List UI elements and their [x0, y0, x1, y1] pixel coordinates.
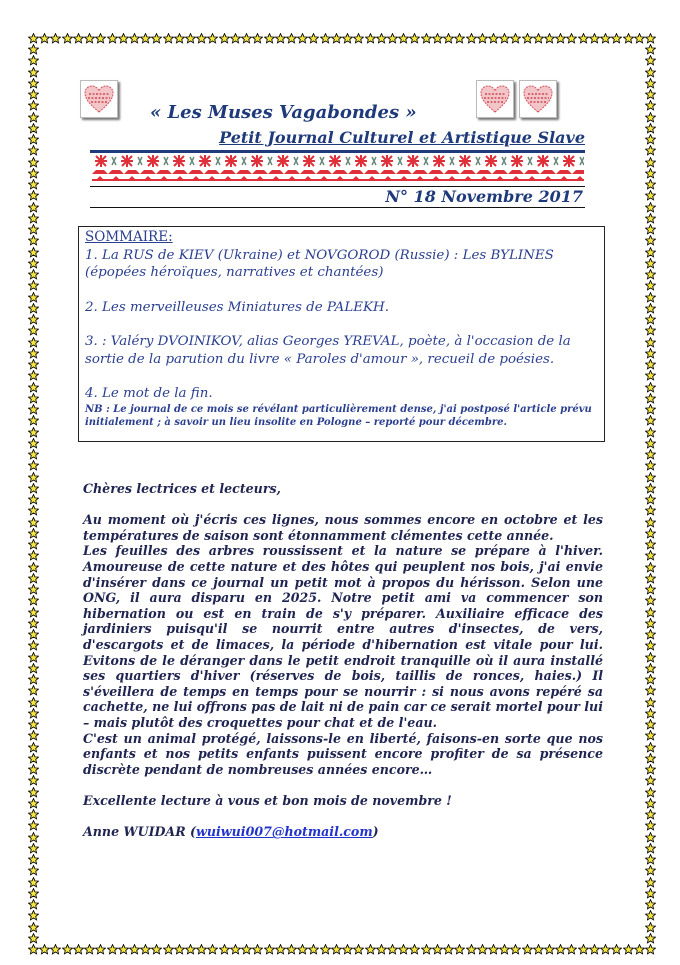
star-icon [62, 940, 73, 951]
star-icon [28, 254, 39, 265]
star-icon [645, 423, 656, 434]
star-icon [645, 141, 656, 152]
summary-note: NB : Le journal de ce mois se révélant particulièrement dense, j'ai postposé l'article prévu initialement ; à savoir un lieu insolite en Pologne – reporté pour décembre. [85, 403, 592, 428]
issue-number: N° 18 Novembre 2017 [385, 187, 583, 206]
star-icon [645, 873, 656, 884]
star-icon [376, 29, 387, 40]
star-icon [645, 299, 656, 310]
star-icon [28, 603, 39, 614]
star-icon [28, 119, 39, 130]
star-icon [28, 591, 39, 602]
star-icon [28, 130, 39, 141]
star-icon [28, 681, 39, 692]
star-icon [645, 51, 656, 62]
star-icon [28, 906, 39, 917]
star-icon [28, 704, 39, 715]
star-icon [50, 29, 61, 40]
star-icon [62, 29, 73, 40]
star-icon [432, 940, 443, 951]
star-icon [645, 501, 656, 512]
star-icon [331, 940, 342, 951]
paragraph: Au moment où j'écris ces lignes, nous sommes encore en octobre et les températures de saison sont étonnamment clémentes cette année. [83, 512, 603, 543]
star-icon [645, 355, 656, 366]
slavic-embroidery-band [92, 154, 584, 182]
star-icon [645, 884, 656, 895]
star-icon [645, 333, 656, 344]
summary-item: 1. La RUS de KIEV (Ukraine) et NOVGOROD (Russie) : Les BYLINES (épopées héroïques, narratives et chantées) [85, 247, 554, 280]
star-icon [286, 940, 297, 951]
journal-subtitle: Petit Journal Culturel et Artistique Slave [219, 128, 585, 147]
closing: Excellente lecture à vous et bon mois de novembre ! [83, 792, 452, 808]
star-icon [28, 220, 39, 231]
star-icon [645, 321, 656, 332]
star-icon [28, 288, 39, 299]
star-icon [39, 940, 50, 951]
star-icon [28, 749, 39, 760]
star-icon [645, 636, 656, 647]
star-icon [28, 771, 39, 782]
star-icon [163, 940, 174, 951]
star-icon [510, 29, 521, 40]
star-icon [645, 659, 656, 670]
star-icon [219, 29, 230, 40]
star-icon [578, 29, 589, 40]
star-icon [28, 108, 39, 119]
star-icon [140, 940, 151, 951]
paragraph: C'est un animal protégé, laissons-le en liberté, faisons-en sorte que nos enfants et nos petits enfants puissent encore profiter de sa présence discrète pendant de nombreuses années encore… [83, 730, 603, 777]
star-icon [443, 29, 454, 40]
star-icon [466, 29, 477, 40]
email-link[interactable]: wuiwui007@hotmail.com [196, 824, 373, 840]
star-icon [129, 29, 140, 40]
star-icon [645, 535, 656, 546]
star-icon [196, 29, 207, 40]
star-icon [28, 614, 39, 625]
star-icon [645, 861, 656, 872]
star-icon [645, 243, 656, 254]
star-icon [645, 29, 656, 40]
star-icon [95, 940, 106, 951]
star-icon [645, 918, 656, 929]
star-icon [454, 29, 465, 40]
star-icon [611, 29, 622, 40]
greeting: Chères lectrices et lecteurs, [83, 481, 281, 496]
star-icon [645, 400, 656, 411]
star-icon [634, 940, 645, 951]
star-icon [645, 85, 656, 96]
star-icon [28, 479, 39, 490]
star-icon [544, 29, 555, 40]
star-icon [28, 40, 39, 51]
star-icon [28, 783, 39, 794]
star-icon [84, 29, 95, 40]
star-icon [645, 929, 656, 940]
star-icon [645, 366, 656, 377]
star-icon [466, 940, 477, 951]
star-icon [634, 29, 645, 40]
star-icon [28, 895, 39, 906]
editorial-letter [83, 481, 603, 840]
star-icon [28, 355, 39, 366]
summary-item: 4. Le mot de la fin. [85, 386, 213, 401]
star-icon [645, 74, 656, 85]
star-icon [600, 940, 611, 951]
star-icon [645, 850, 656, 861]
star-icon [645, 119, 656, 130]
star-icon [645, 715, 656, 726]
star-icon [499, 940, 510, 951]
star-icon [28, 299, 39, 310]
star-icon [522, 940, 533, 951]
star-icon [589, 29, 600, 40]
star-icon [28, 321, 39, 332]
star-icon [376, 940, 387, 951]
star-icon [241, 29, 252, 40]
star-icon [28, 648, 39, 659]
star-icon [28, 816, 39, 827]
summary-box [78, 226, 605, 442]
star-icon [28, 96, 39, 107]
heart-ornament-right-2 [519, 80, 557, 118]
star-icon [522, 29, 533, 40]
star-icon [185, 940, 196, 951]
star-icon [28, 141, 39, 152]
star-icon [28, 243, 39, 254]
star-icon [28, 861, 39, 872]
star-icon [28, 839, 39, 850]
star-icon [28, 423, 39, 434]
star-icon [645, 580, 656, 591]
star-icon [275, 940, 286, 951]
star-icon [645, 209, 656, 220]
summary-item: 3. : Valéry DVOINIKOV, alias Georges YREVAL, poète, à l'occasion de la sortie de la parution du livre « Paroles d'amour », recueil de poésies. [85, 334, 571, 367]
star-icon [275, 29, 286, 40]
star-icon [443, 940, 454, 951]
star-icon [387, 29, 398, 40]
star-icon [39, 29, 50, 40]
star-icon [28, 445, 39, 456]
star-icon [174, 29, 185, 40]
signature-name: Anne WUIDAR ( [83, 824, 196, 840]
heart-ornament-left [80, 80, 118, 118]
star-icon [645, 704, 656, 715]
star-icon [28, 873, 39, 884]
divider [90, 150, 585, 153]
star-icon [252, 29, 263, 40]
star-icon [421, 29, 432, 40]
star-icon [28, 265, 39, 276]
star-icon [454, 940, 465, 951]
star-icon [28, 760, 39, 771]
star-icon [645, 681, 656, 692]
star-icon [477, 29, 488, 40]
star-icon [342, 29, 353, 40]
journal-title: « Les Muses Vagabondes » [150, 102, 417, 123]
star-icon [555, 29, 566, 40]
star-icon [297, 29, 308, 40]
star-icon [50, 940, 61, 951]
star-icon [555, 940, 566, 951]
star-icon [645, 805, 656, 816]
star-icon [510, 940, 521, 951]
star-icon [28, 85, 39, 96]
star-icon [28, 74, 39, 85]
star-icon [107, 940, 118, 951]
star-icon [28, 659, 39, 670]
star-icon [28, 434, 39, 445]
star-icon [566, 940, 577, 951]
star-icon [28, 231, 39, 242]
star-icon [174, 940, 185, 951]
star-icon [28, 164, 39, 175]
star-icon [645, 231, 656, 242]
star-icon [387, 940, 398, 951]
star-icon [28, 198, 39, 209]
star-icon [421, 940, 432, 951]
paragraph: Les feuilles des arbres roussissent et la nature se prépare à l'hiver. Amoureuse de cette nature et des hôtes qui peuplent nos bois, j'ai envie d'insérer dans ce journal un petit mot à propos du hérisson. Selon une ONG, il aura disparu en 2025. Notre petit ami va commencer son hibernation ou est en train de s'y préparer. Auxiliaire efficace des jardiniers puisqu'il se nourrit entre autres d'insectes, de vers, d'escargots et de limaces, la période d'hibernation est vitale pour lui. Evitons de le déranger dans le petit endroit tranquille où il aura installé ses quartiers d'hiver (réserves de bois, taillis de ronces, haies.) Il s'éveillera de temps en temps pour se nourrir : si nous avons repéré sa cachette, ne lui offrons pas de lait ni de pain car ce serait mortel pour lui – mais plutôt des croquettes pour chat et de l'eau. [83, 543, 603, 730]
star-icon [28, 153, 39, 164]
star-icon [140, 29, 151, 40]
star-icon [28, 513, 39, 524]
star-icon [645, 434, 656, 445]
star-icon [28, 670, 39, 681]
star-icon [28, 29, 39, 40]
star-icon [645, 108, 656, 119]
star-icon [645, 198, 656, 209]
star-icon [28, 51, 39, 62]
star-icon [28, 411, 39, 422]
star-icon [645, 513, 656, 524]
star-icon [645, 40, 656, 51]
star-icon [28, 546, 39, 557]
star-icon [28, 63, 39, 74]
star-icon [151, 29, 162, 40]
star-icon [645, 63, 656, 74]
star-icon [645, 130, 656, 141]
star-icon [645, 760, 656, 771]
star-icon [28, 186, 39, 197]
star-icon [488, 940, 499, 951]
star-icon [28, 738, 39, 749]
star-icon [477, 940, 488, 951]
star-icon [645, 468, 656, 479]
star-icon [28, 850, 39, 861]
star-icon [645, 411, 656, 422]
star-icon [28, 569, 39, 580]
star-icon [196, 940, 207, 951]
star-icon [163, 29, 174, 40]
star-icon [28, 805, 39, 816]
star-icon [645, 569, 656, 580]
star-icon [353, 29, 364, 40]
star-icon [286, 29, 297, 40]
star-icon [645, 771, 656, 782]
star-icon [645, 648, 656, 659]
star-icon [28, 209, 39, 220]
star-icon [28, 693, 39, 704]
star-icon [207, 940, 218, 951]
star-icon [499, 29, 510, 40]
star-icon [230, 940, 241, 951]
star-icon [185, 29, 196, 40]
star-icon [28, 715, 39, 726]
star-icon [28, 389, 39, 400]
heart-ornament-right-1 [476, 80, 514, 118]
star-icon [645, 175, 656, 186]
star-icon [645, 220, 656, 231]
star-icon [28, 400, 39, 411]
star-icon [645, 591, 656, 602]
star-icon [432, 29, 443, 40]
star-icon [645, 456, 656, 467]
star-icon [589, 940, 600, 951]
star-icon [151, 940, 162, 951]
star-icon [645, 265, 656, 276]
star-icon [488, 29, 499, 40]
heart-icon [523, 85, 553, 113]
signature-paren: ) [372, 824, 379, 840]
signature [83, 824, 603, 840]
star-icon [409, 29, 420, 40]
star-icon [645, 693, 656, 704]
star-icon [28, 726, 39, 737]
star-icon [28, 490, 39, 501]
star-icon [611, 940, 622, 951]
star-icon [645, 670, 656, 681]
star-icon [28, 535, 39, 546]
star-icon [623, 29, 634, 40]
star-icon [566, 29, 577, 40]
star-icon [645, 524, 656, 535]
star-icon [320, 29, 331, 40]
star-icon [645, 445, 656, 456]
star-icon [645, 186, 656, 197]
star-icon [645, 783, 656, 794]
star-icon [28, 884, 39, 895]
star-icon [600, 29, 611, 40]
star-icon [645, 738, 656, 749]
star-icon [264, 940, 275, 951]
star-icon [107, 29, 118, 40]
star-icon [645, 479, 656, 490]
star-icon [645, 794, 656, 805]
star-icon [645, 603, 656, 614]
star-icon [645, 96, 656, 107]
star-icon [365, 29, 376, 40]
star-icon [645, 625, 656, 636]
star-icon [129, 940, 140, 951]
star-icon [645, 726, 656, 737]
star-icon [28, 636, 39, 647]
star-icon [645, 828, 656, 839]
star-icon [28, 378, 39, 389]
star-icon [28, 501, 39, 512]
star-icon [645, 344, 656, 355]
star-icon [84, 940, 95, 951]
summary-item: 2. Les merveilleuses Miniatures de PALEKH. [85, 299, 389, 315]
star-icon [645, 546, 656, 557]
star-icon [342, 940, 353, 951]
star-icon [645, 288, 656, 299]
summary-heading: SOMMAIRE: [85, 229, 173, 245]
star-icon [252, 940, 263, 951]
star-icon [645, 816, 656, 827]
star-icon [95, 29, 106, 40]
star-icon [241, 940, 252, 951]
star-icon [533, 29, 544, 40]
star-icon [320, 940, 331, 951]
star-icon [623, 940, 634, 951]
star-icon [28, 625, 39, 636]
star-icon [28, 276, 39, 287]
star-icon [28, 794, 39, 805]
star-icon [645, 490, 656, 501]
star-icon [645, 164, 656, 175]
star-icon [28, 580, 39, 591]
star-icon [28, 366, 39, 377]
star-icon [207, 29, 218, 40]
star-icon [645, 276, 656, 287]
star-icon [645, 749, 656, 760]
star-icon [645, 378, 656, 389]
star-icon [28, 929, 39, 940]
star-icon [28, 175, 39, 186]
star-icon [118, 29, 129, 40]
star-icon [28, 468, 39, 479]
star-icon [353, 940, 364, 951]
star-icon [645, 895, 656, 906]
star-icon [219, 940, 230, 951]
star-icon [645, 389, 656, 400]
star-icon [409, 940, 420, 951]
star-icon [398, 940, 409, 951]
star-icon [645, 558, 656, 569]
star-icon [297, 940, 308, 951]
star-icon [73, 29, 84, 40]
heart-icon [480, 85, 510, 113]
star-icon [533, 940, 544, 951]
star-icon [398, 29, 409, 40]
star-icon [578, 940, 589, 951]
star-icon [645, 906, 656, 917]
star-icon [645, 614, 656, 625]
star-icon [264, 29, 275, 40]
star-icon [331, 29, 342, 40]
star-icon [28, 558, 39, 569]
star-icon [365, 940, 376, 951]
star-icon [28, 828, 39, 839]
divider [90, 207, 585, 208]
star-icon [28, 918, 39, 929]
star-icon [28, 524, 39, 535]
star-icon [645, 839, 656, 850]
star-icon [28, 310, 39, 321]
star-icon [28, 333, 39, 344]
star-icon [28, 344, 39, 355]
star-icon [308, 29, 319, 40]
star-icon [645, 254, 656, 265]
star-icon [28, 456, 39, 467]
star-icon [230, 29, 241, 40]
star-icon [118, 940, 129, 951]
star-icon [645, 153, 656, 164]
heart-icon [84, 85, 114, 113]
star-icon [544, 940, 555, 951]
star-icon [645, 310, 656, 321]
star-icon [308, 940, 319, 951]
star-icon [73, 940, 84, 951]
